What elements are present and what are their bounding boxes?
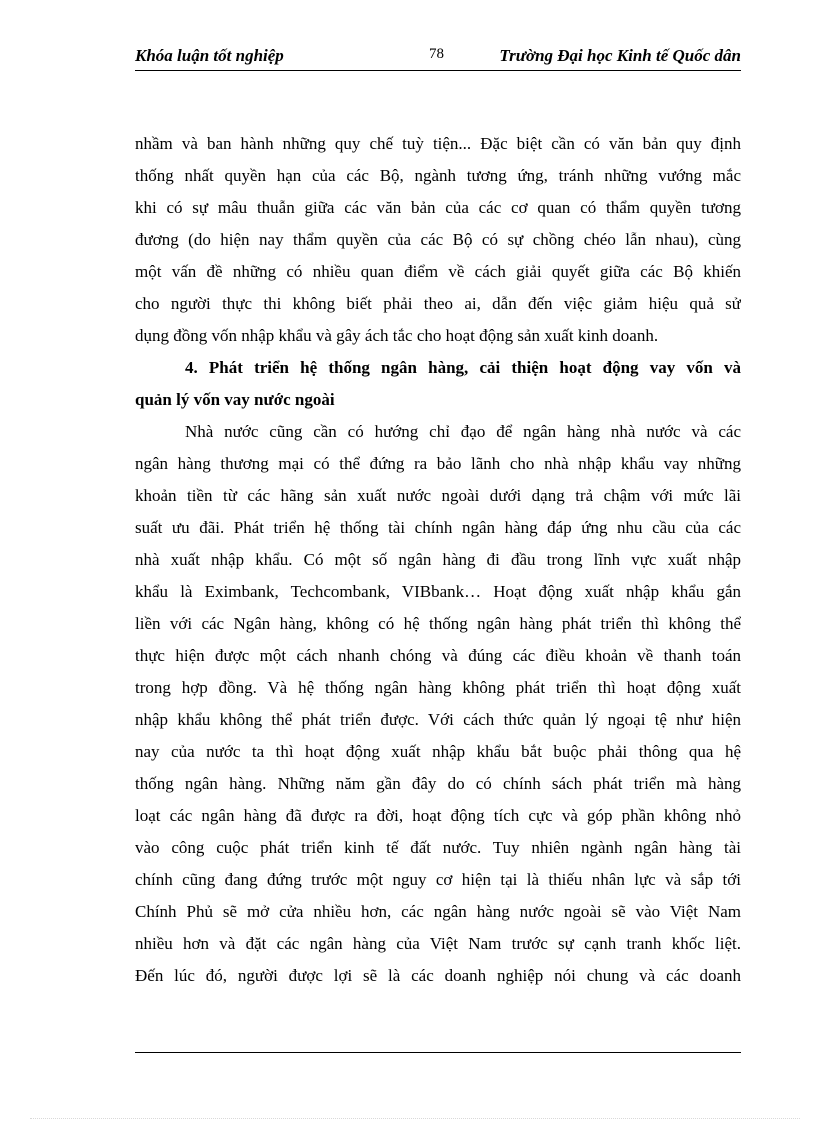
text-line: khoản tiền từ các hãng sản xuất nước ngoài dưới dạng trả chậm với mức lãi — [135, 486, 741, 505]
text-line: đương (do hiện nay thẩm quyền của các Bộ có sự chồng chéo lẫn nhau), cùng — [135, 230, 741, 249]
text-line: nhầm và ban hành những quy chế tuỳ tiện... Đặc biệt cần có văn bản quy định — [135, 134, 741, 153]
section-heading-continued: quản lý vốn vay nước ngoài — [135, 390, 335, 409]
text-line: cho người thực thi không biết phải theo ai, dẫn đến việc giảm hiệu quả sử — [135, 294, 741, 313]
section-heading: 4. Phát triển hệ thống ngân hàng, cải thiện hoạt động vay vốn và — [185, 358, 741, 377]
footer-rule — [135, 1052, 741, 1053]
text-line: Nhà nước cũng cần có hướng chỉ đạo để ngân hàng nhà nước và các — [185, 422, 741, 441]
text-line: trong hợp đồng. Và hệ thống ngân hàng không phát triển thì hoạt động xuất — [135, 678, 741, 697]
text-line: dụng đồng vốn nhập khẩu và gây ách tắc cho hoạt động sản xuất kinh doanh. — [135, 326, 659, 345]
text-line: ngân hàng thương mại có thể đứng ra bảo lãnh cho nhà nhập khẩu vay những — [135, 454, 741, 473]
text-line: chính cũng đang đứng trước một nguy cơ hiện tại là thiếu nhân lực và sắp tới — [135, 870, 741, 889]
text-line: nhà xuất nhập khẩu. Có một số ngân hàng đi đầu trong lĩnh vực xuất nhập — [135, 550, 741, 569]
text-line: thống nhất quyền hạn của các Bộ, ngành tương ứng, tránh những vướng mắc — [135, 166, 741, 185]
text-line: thực hiện được một cách nhanh chóng và đúng các điều khoản về thanh toán — [135, 646, 741, 665]
document-body — [135, 128, 741, 992]
text-line: nhiều hơn và đặt các ngân hàng của Việt Nam trước sự cạnh tranh khốc liệt. — [135, 934, 741, 953]
text-line: loạt các ngân hàng đã được ra đời, hoạt động tích cực và góp phần không nhỏ — [135, 806, 741, 825]
text-line: một vấn đề những có nhiều quan điểm về cách giải quyết giữa các Bộ khiến — [135, 262, 741, 281]
text-line: nhập khẩu không thể phát triển được. Với cách thức quản lý ngoại tệ như hiện — [135, 710, 741, 729]
header-university-name: Trường Đại học Kinh tế Quốc dân — [499, 46, 741, 65]
page-header — [135, 44, 741, 71]
text-line: thống ngân hàng. Những năm gần đây do có chính sách phát triển mà hàng — [135, 774, 741, 793]
text-line: Đến lúc đó, người được lợi sẽ là các doanh nghiệp nói chung và các doanh — [135, 966, 741, 985]
text-line: suất ưu đãi. Phát triển hệ thống tài chính ngân hàng đáp ứng nhu cầu của các — [135, 518, 741, 537]
page-number: 78 — [429, 46, 444, 62]
text-line: vào công cuộc phát triển kinh tế đất nước. Tuy nhiên ngành ngân hàng tài — [135, 838, 741, 857]
text-line: Chính Phủ sẽ mở cửa nhiều hơn, các ngân hàng nước ngoài sẽ vào Việt Nam — [135, 902, 741, 921]
header-thesis-title: Khóa luận tốt nghiệp — [135, 46, 284, 65]
text-line: khẩu là Eximbank, Techcombank, VIBbank… Hoạt động xuất nhập khẩu gắn — [135, 582, 741, 601]
text-line: nay của nước ta thì hoạt động xuất nhập khẩu bắt buộc phải thông qua hệ — [135, 742, 741, 761]
text-line: khi có sự mâu thuẫn giữa các văn bản của các cơ quan có thẩm quyền tương — [135, 198, 741, 217]
text-line: liền với các Ngân hàng, không có hệ thống ngân hàng phát triển thì không thể — [135, 614, 741, 633]
page-bottom-edge — [30, 1118, 800, 1119]
